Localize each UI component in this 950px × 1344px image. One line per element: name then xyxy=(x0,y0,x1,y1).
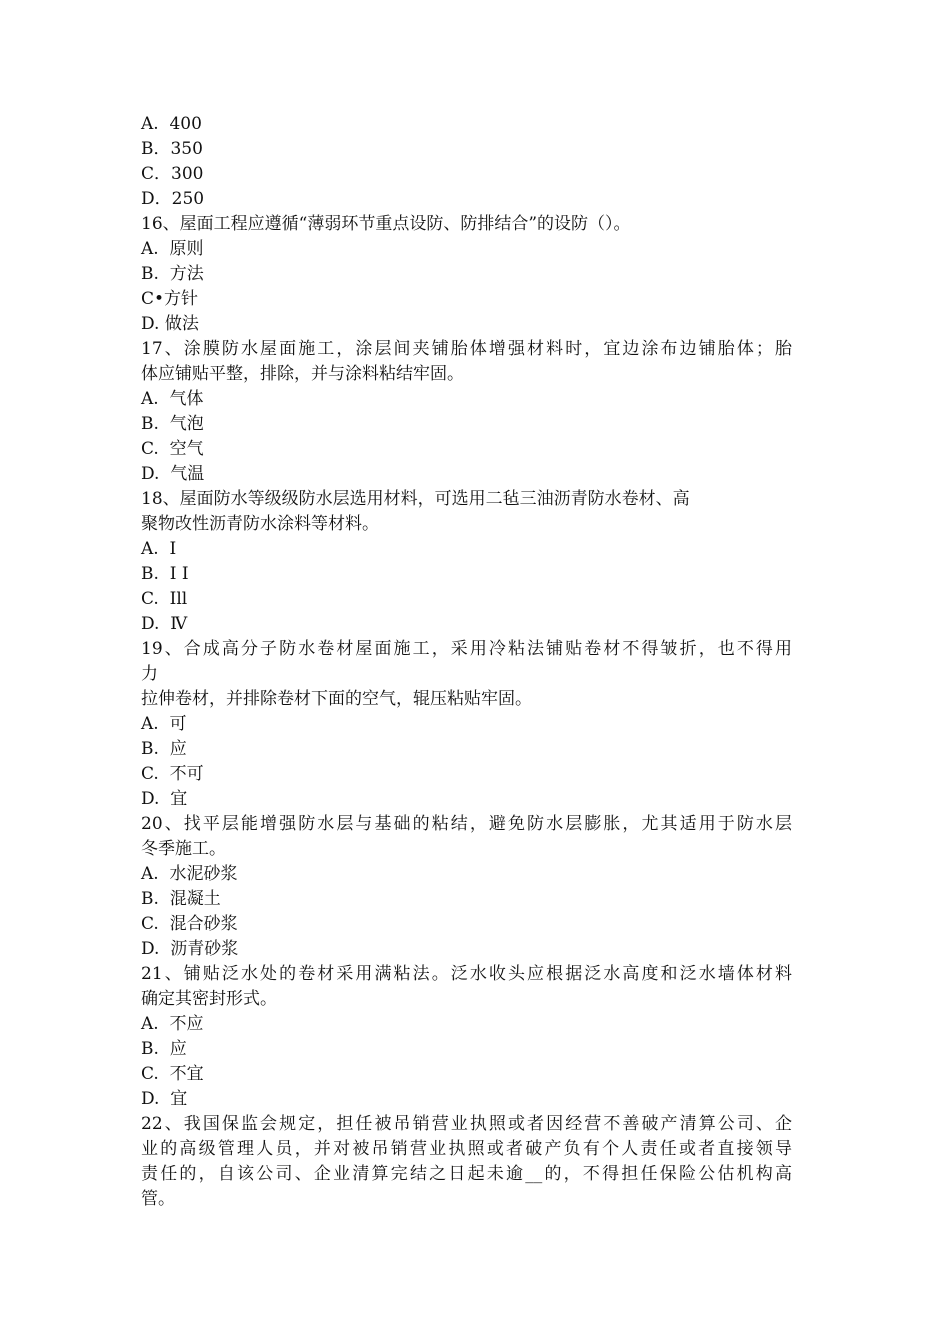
option-d: D. 沥青砂浆 xyxy=(141,939,239,959)
document-page xyxy=(141,112,801,1212)
question-22 xyxy=(141,1112,801,1212)
option-a: A. 400 xyxy=(141,114,202,134)
option-a: A. 原则 xyxy=(141,239,204,259)
question-stem: 拉伸卷材，并排除卷材下面的空气，辊压粘贴牢固。 xyxy=(141,689,532,709)
option-d: D. 宜 xyxy=(141,1089,188,1109)
question-21 xyxy=(141,962,801,1112)
question-16 xyxy=(141,212,801,337)
option-c: C. Ill xyxy=(141,589,188,609)
option-c: C. 不宜 xyxy=(141,1064,204,1084)
option-d: D. 气温 xyxy=(141,464,205,484)
option-b: B. 方法 xyxy=(141,264,204,284)
option-c: C•方针 xyxy=(141,289,199,309)
option-a: A. 水泥砂浆 xyxy=(141,864,238,884)
question-18 xyxy=(141,487,801,637)
question-stem: 管。 xyxy=(141,1189,175,1209)
option-b: B. Ⅰ Ⅰ xyxy=(141,564,189,584)
option-b: B. 应 xyxy=(141,739,187,759)
option-c: C. 空气 xyxy=(141,439,204,459)
option-b: B. 应 xyxy=(141,1039,187,1059)
option-d: D. 做法 xyxy=(141,314,199,334)
option-a: A. Ⅰ xyxy=(141,539,177,559)
option-b: B. 气泡 xyxy=(141,414,204,434)
question-stem: 确定其密封形式。 xyxy=(141,989,277,1009)
question-stem: 17、涂膜防水屋面施工，涂层间夹铺胎体增强材料时，宜边涂布边铺胎体；胎 xyxy=(141,339,792,359)
question-stem: 力 xyxy=(141,664,158,684)
option-c: C. 不可 xyxy=(141,764,204,784)
question-stem: 21、铺贴泛水处的卷材采用满粘法。泛水收头应根据泛水高度和泛水墙体材料 xyxy=(141,964,792,984)
question-stem: 责任的，自该公司、企业清算完结之日起未逾__的，不得担任保险公估机构高 xyxy=(141,1164,792,1184)
question-stem: 19、合成高分子防水卷材屋面施工，采用冷粘法铺贴卷材不得皱折，也不得用 xyxy=(141,639,792,659)
option-d: D. 宜 xyxy=(141,789,188,809)
question-stem: 20、找平层能增强防水层与基础的粘结，避免防水层膨胀，尤其适用于防水层 xyxy=(141,814,792,834)
question-stem: 18、屋面防水等级级防水层选用材料，可选用二毡三油沥青防水卷材、高 xyxy=(141,489,690,509)
question-17 xyxy=(141,337,801,487)
option-b: B．350 xyxy=(141,139,203,159)
option-c: C. 混合砂浆 xyxy=(141,914,238,934)
question-19 xyxy=(141,637,801,812)
question-stem: 冬季施工。 xyxy=(141,839,226,859)
option-a: A. 气体 xyxy=(141,389,204,409)
question-stem: 体应铺贴平整，排除，并与涂料粘结牢固。 xyxy=(141,364,464,384)
option-a: A. 可 xyxy=(141,714,187,734)
option-c: C．300 xyxy=(141,164,204,184)
question-stem: 聚物改性沥青防水涂料等材料。 xyxy=(141,514,379,534)
question-stem: 业的高级管理人员，并对被吊销营业执照或者破产负有个人责任或者直接领导 xyxy=(141,1139,792,1159)
question-stem: 22、我国保监会规定，担任被吊销营业执照或者因经营不善破产清算公司、企 xyxy=(141,1114,792,1134)
question-stem: 16、屋面工程应遵循“薄弱环节重点设防、防排结合”的设防（）。 xyxy=(141,214,631,234)
option-b: B. 混凝土 xyxy=(141,889,221,909)
option-d: D. Ⅳ xyxy=(141,614,188,634)
question-20 xyxy=(141,812,801,962)
option-d: D．250 xyxy=(141,189,205,209)
option-a: A. 不应 xyxy=(141,1014,204,1034)
